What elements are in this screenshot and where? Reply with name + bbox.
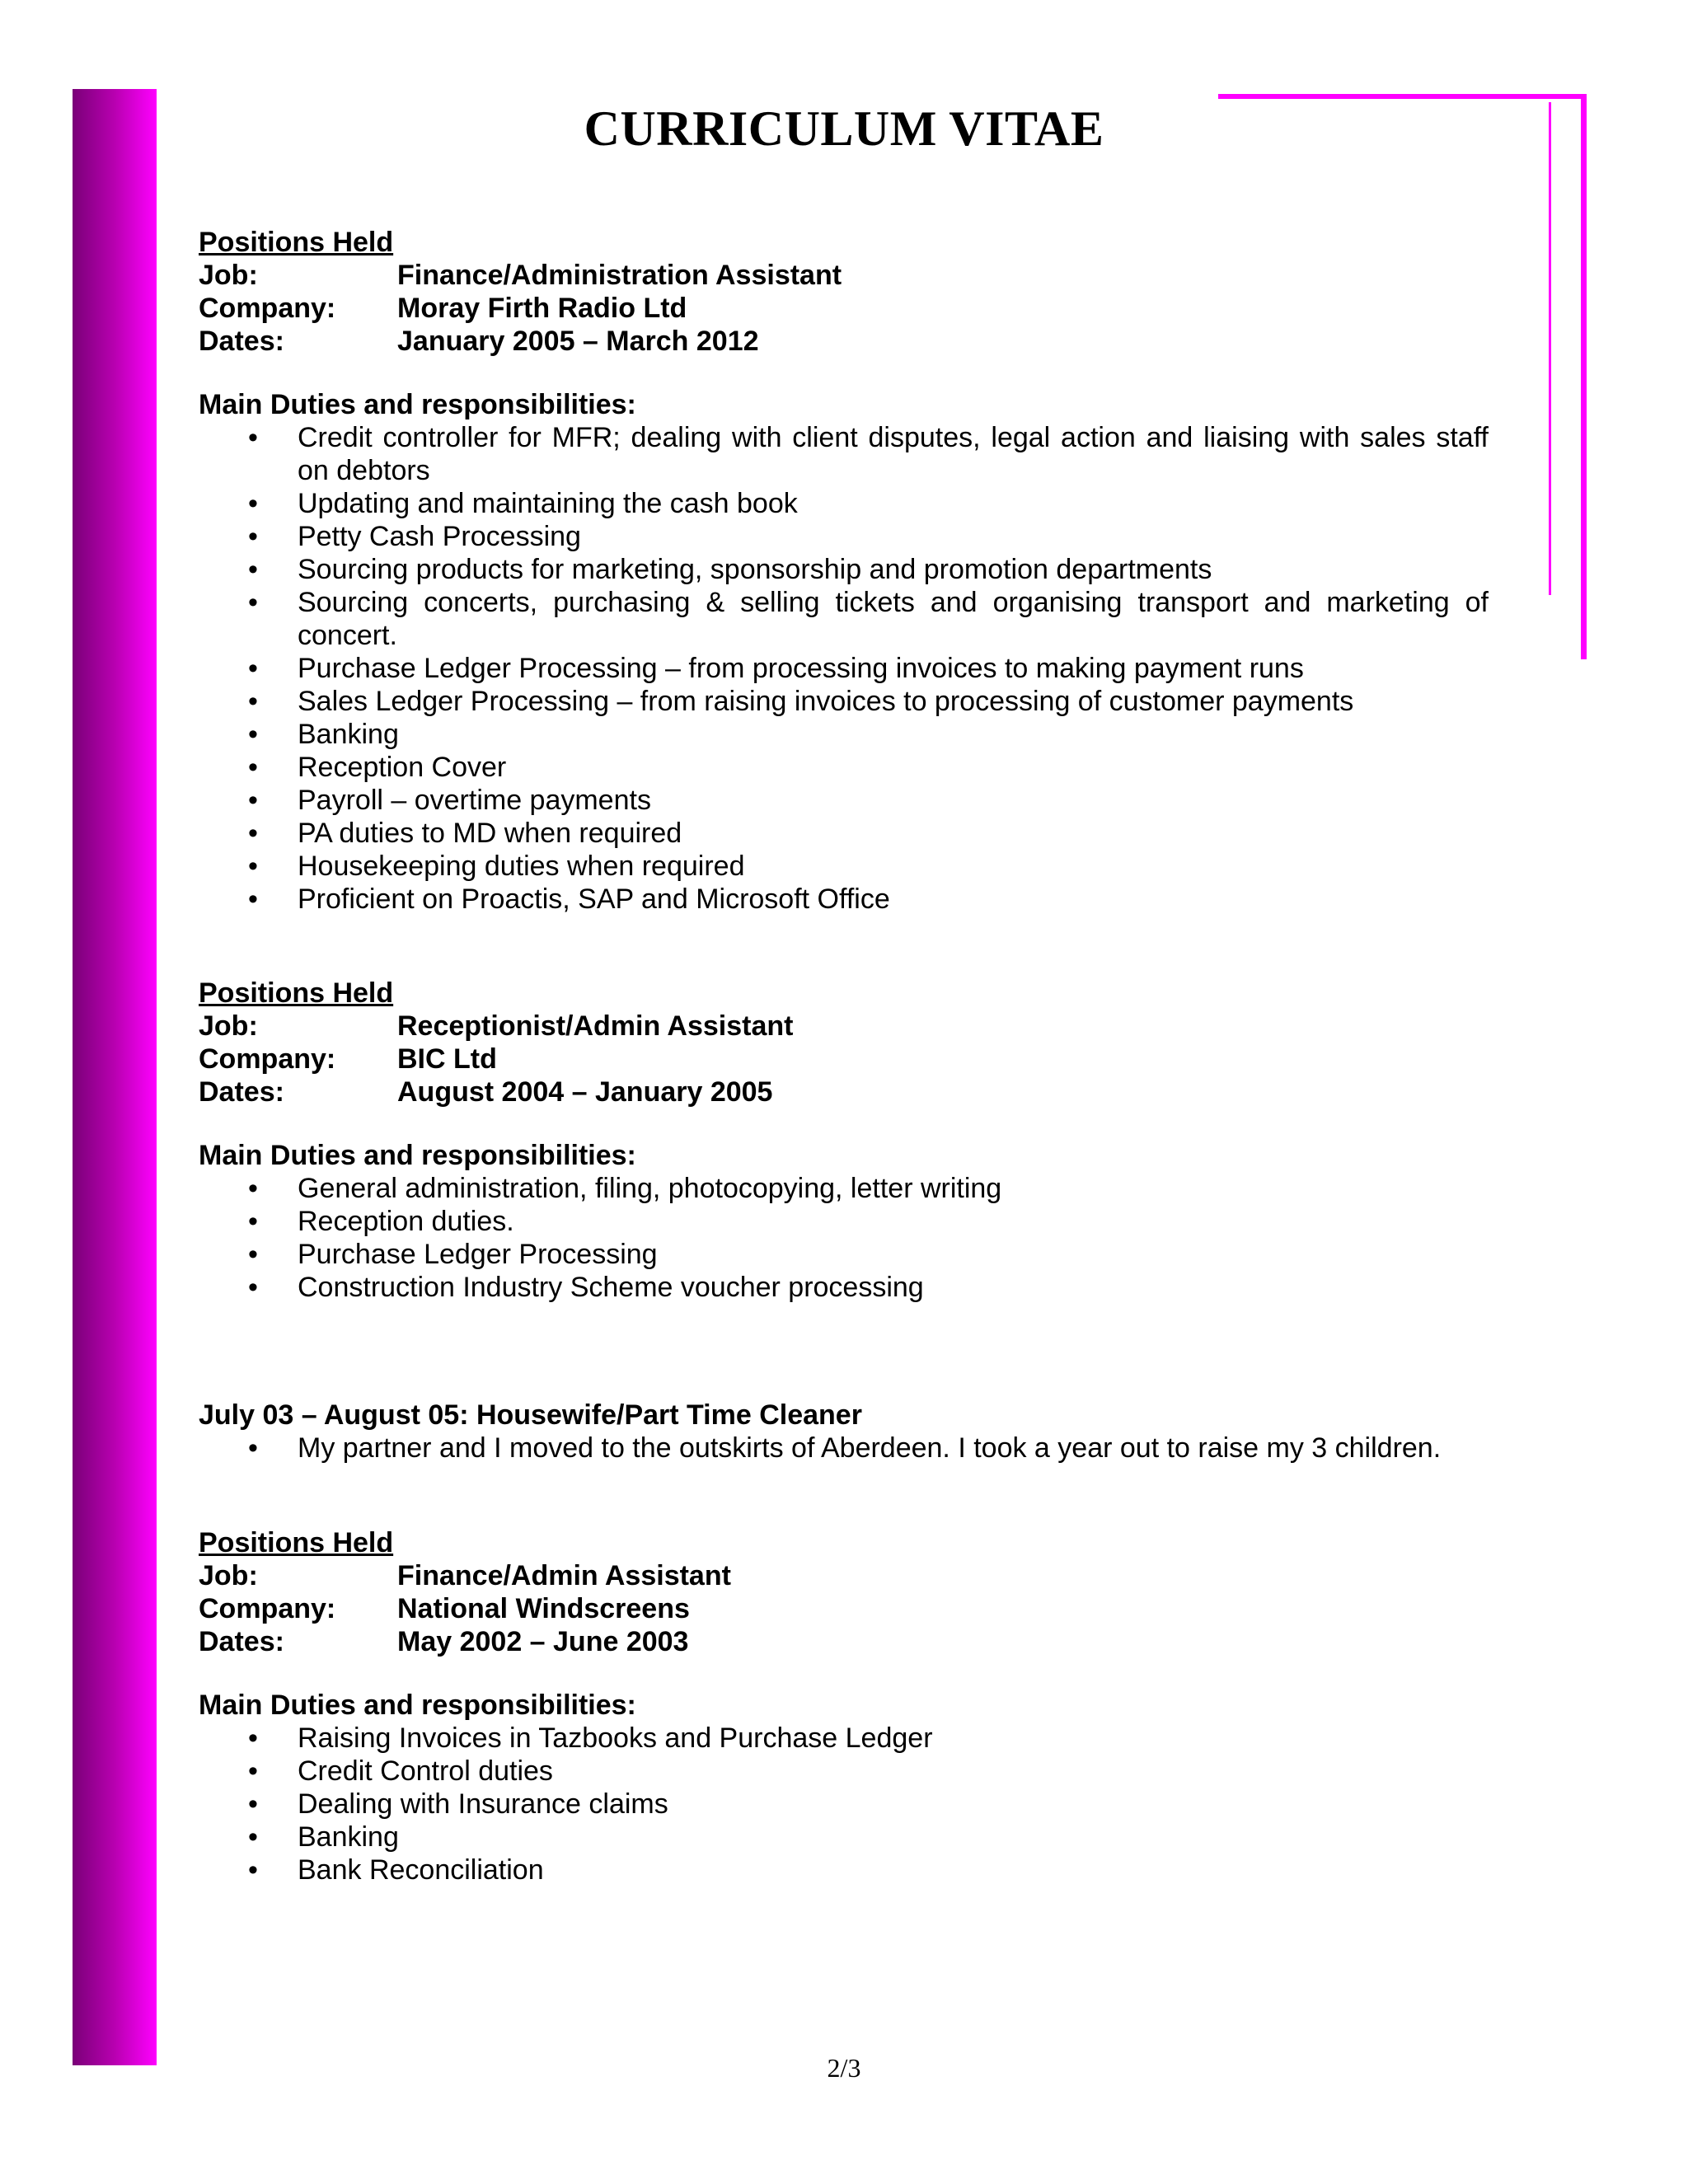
job-label: Job: (199, 1560, 258, 1591)
decorative-sidebar-bar (73, 89, 157, 2065)
cv-content (199, 226, 1489, 1886)
dates-row (199, 1625, 1489, 1658)
job-value: Finance/Administration Assistant (397, 260, 842, 291)
duty-item: • PA duties to MD when required (199, 817, 1489, 850)
dates-label: Dates: (199, 1076, 284, 1108)
decorative-corner-inner-line (1549, 102, 1551, 595)
positions-held-heading: Positions Held (199, 227, 394, 258)
company-value: National Windscreens (397, 1593, 690, 1624)
company-row (199, 1592, 1489, 1625)
duty-item: • Banking (199, 1821, 1489, 1854)
duty-item: • Housekeeping duties when required (199, 850, 1489, 883)
duty-item: • Credit Control duties (199, 1755, 1489, 1788)
duty-item: • Dealing with Insurance claims (199, 1788, 1489, 1821)
duty-item: • Purchase Ledger Processing (199, 1238, 1489, 1271)
decorative-corner-right-line (1581, 94, 1587, 659)
positions-held-heading: Positions Held (199, 1527, 394, 1558)
duty-item: • General administration, filing, photocopying, letter writing (199, 1172, 1489, 1205)
career-break-list (199, 1432, 1489, 1465)
dates-row (199, 325, 1489, 358)
duty-item: • Sourcing products for marketing, sponsorship and promotion departments (199, 553, 1489, 586)
duties-heading: Main Duties and responsibilities: (199, 1140, 636, 1171)
company-value: BIC Ltd (397, 1043, 497, 1075)
duty-item: • Construction Industry Scheme voucher processing (199, 1271, 1489, 1304)
job-value: Finance/Admin Assistant (397, 1560, 731, 1591)
job-row (199, 1010, 1489, 1043)
company-label: Company: (199, 1593, 336, 1624)
dates-value: August 2004 – January 2005 (397, 1076, 773, 1108)
position-section-1 (199, 226, 1489, 916)
position-section-2 (199, 977, 1489, 1304)
duty-item: • Updating and maintaining the cash book (199, 487, 1489, 520)
duties-list (199, 1722, 1489, 1886)
career-break-heading: July 03 – August 05: Housewife/Part Time Cleaner (199, 1399, 862, 1431)
job-row (199, 1559, 1489, 1592)
company-row (199, 1043, 1489, 1076)
duty-item: • Petty Cash Processing (199, 520, 1489, 553)
duty-item: • Credit controller for MFR; dealing with client disputes, legal action and liaising with sales staff on debtors (199, 421, 1489, 487)
duties-list (199, 421, 1489, 916)
dates-label: Dates: (199, 1626, 284, 1657)
company-value: Moray Firth Radio Ltd (397, 293, 687, 324)
duty-item: • Reception duties. (199, 1205, 1489, 1238)
document-title: CURRICULUM VITAE (584, 101, 1104, 156)
duties-heading: Main Duties and responsibilities: (199, 1690, 636, 1721)
career-break-section (199, 1399, 1489, 1465)
job-row (199, 259, 1489, 292)
dates-row (199, 1076, 1489, 1108)
duties-heading: Main Duties and responsibilities: (199, 389, 636, 420)
duty-item: • Purchase Ledger Processing – from processing invoices to making payment runs (199, 652, 1489, 685)
duty-item: • Sourcing concerts, purchasing & selling tickets and organising transport and marketing of concert. (199, 586, 1489, 652)
company-row (199, 292, 1489, 325)
dates-value: January 2005 – March 2012 (397, 326, 759, 357)
page-number: 2/3 (827, 2053, 861, 2083)
duty-item: • Reception Cover (199, 751, 1489, 784)
duties-list (199, 1172, 1489, 1304)
duty-item: • Sales Ledger Processing – from raising invoices to processing of customer payments (199, 685, 1489, 718)
duty-item: • Payroll – overtime payments (199, 784, 1489, 817)
positions-held-heading: Positions Held (199, 977, 394, 1009)
duty-item: • Raising Invoices in Tazbooks and Purchase Ledger (199, 1722, 1489, 1755)
company-label: Company: (199, 293, 336, 324)
job-value: Receptionist/Admin Assistant (397, 1010, 794, 1042)
career-break-item: • My partner and I moved to the outskirts of Aberdeen. I took a year out to raise my 3 children. (199, 1432, 1489, 1465)
company-label: Company: (199, 1043, 336, 1075)
dates-value: May 2002 – June 2003 (397, 1626, 689, 1657)
dates-label: Dates: (199, 326, 284, 357)
position-section-3 (199, 1526, 1489, 1886)
job-label: Job: (199, 260, 258, 291)
duty-item: • Bank Reconciliation (199, 1854, 1489, 1886)
job-label: Job: (199, 1010, 258, 1042)
duty-item: • Proficient on Proactis, SAP and Microsoft Office (199, 883, 1489, 916)
duty-item: • Banking (199, 718, 1489, 751)
